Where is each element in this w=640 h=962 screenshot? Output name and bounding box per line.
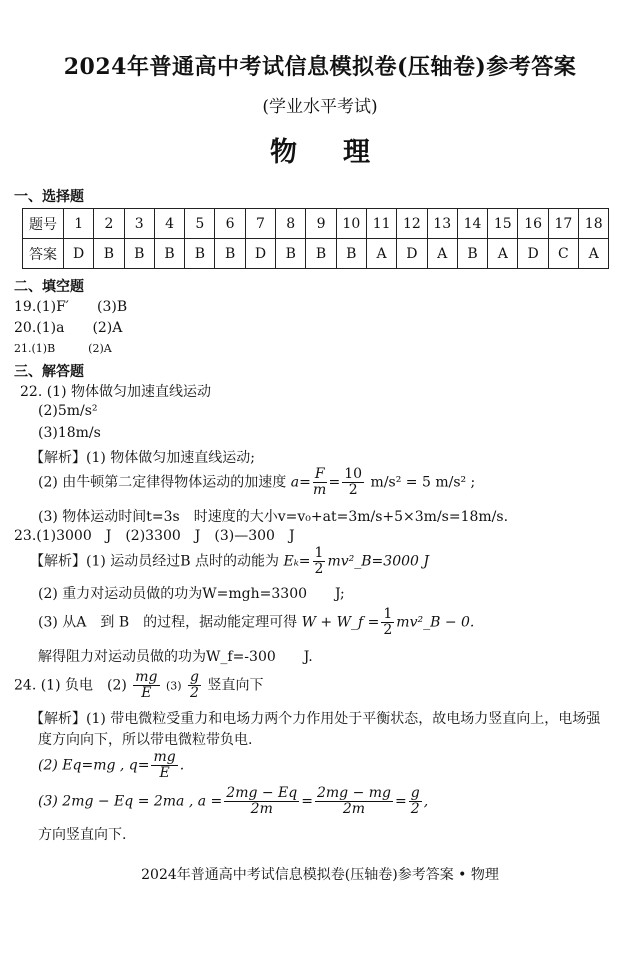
numerator: 2mg − Eq (226, 785, 298, 801)
q24-answer (14, 670, 263, 701)
q22-analysis-3: (3) 物体运动时间t=3s 时速度的大小v=v₀+at=3m/s+5×3m/s=18m/s. (38, 509, 509, 525)
denominator: E (141, 685, 152, 701)
numerator: 1 (314, 545, 324, 561)
page-subtitle: (学业水平考试) (262, 97, 378, 117)
numerator: g (410, 785, 420, 801)
fraction (409, 786, 422, 817)
answer-cell: B (185, 239, 215, 269)
subject-heading: 物理 (270, 137, 416, 168)
answer-cell: C (548, 239, 578, 269)
q23-ek: Eₖ= (283, 553, 311, 570)
q23-analysis-1 (30, 546, 429, 577)
question-number: 15 (488, 209, 518, 239)
answer-cell: B (276, 239, 306, 269)
denominator: 2 (348, 482, 358, 498)
question-number: 3 (124, 209, 154, 239)
row-label-answer: 答案 (23, 239, 64, 269)
q24-text: 24. (1) 负电 (2) (14, 677, 127, 694)
q24-analysis-5: 方向竖直向下. (38, 827, 127, 843)
denominator: 2 (190, 685, 199, 701)
numerator: mg (153, 749, 176, 765)
fraction (133, 670, 159, 701)
q24-part3-label: (3) (165, 679, 182, 693)
question-number-row (23, 209, 609, 239)
numerator: F (314, 466, 325, 482)
q23-answer: 23.(1)3000 J (2)3300 J (3)—300 J (14, 528, 295, 544)
page-footer: 2024年普通高中考试信息模拟卷(压轴卷)参考答案 • 物理 (141, 867, 499, 883)
question-number: 10 (336, 209, 366, 239)
answer-cell: B (154, 239, 184, 269)
question-number: 18 (579, 209, 609, 239)
numerator: 10 (344, 466, 363, 482)
answer-cell: B (124, 239, 154, 269)
answer-cell: D (245, 239, 275, 269)
numerator: 2mg − mg (316, 785, 391, 801)
page-title: 2024年普通高中考试信息模拟卷(压轴卷)参考答案 (63, 54, 577, 80)
answer-21: 21.(1)B (2)A (14, 342, 112, 355)
q22-answer-3: (3)18m/s (38, 425, 101, 441)
period: . (179, 757, 185, 774)
question-number: 13 (427, 209, 457, 239)
numerator: 1 (383, 606, 393, 622)
fraction (188, 670, 201, 701)
q23-analysis-3 (38, 607, 474, 638)
numerator: g (190, 669, 199, 685)
answer-cell: B (306, 239, 336, 269)
q22-analysis-1: 【解析】(1) 物体做匀加速直线运动; (30, 450, 255, 466)
denominator: m (313, 482, 327, 498)
question-number: 1 (64, 209, 94, 239)
answer-cell: D (518, 239, 548, 269)
q23-text: 【解析】(1) 运动员经过B 点时的动能为 (30, 553, 280, 570)
question-number: 14 (457, 209, 487, 239)
section-choice-title: 一、选择题 (14, 189, 84, 205)
denominator: 2 (383, 622, 393, 638)
section-fill-title: 二、填空题 (14, 279, 84, 295)
question-number: 6 (215, 209, 245, 239)
q23-analysis-4: 解得阻力对运动员做的功为W_f=-300 J. (38, 649, 313, 665)
question-number: 12 (397, 209, 427, 239)
question-number: 2 (94, 209, 124, 239)
answer-20: 20.(1)a (2)A (14, 320, 123, 336)
q22-analysis-2 (38, 467, 475, 498)
q24-analysis-4: (3) 2mg − Eq = 2ma , a = $\frac{2mg - Eq}{2m}$ = $\frac{2mg - mg}{2m}$ = $\frac{g}{2}$ , (38, 785, 429, 817)
fraction (342, 467, 364, 498)
q24-formula: (3) 2mg − Eq = 2ma , a = (38, 793, 223, 810)
denominator: 2m (342, 801, 366, 817)
question-number: 4 (154, 209, 184, 239)
q23-formula: W + W_f = (301, 614, 380, 631)
q22-result: m/s² = 5 m/s² ; (366, 474, 476, 491)
answer-table (22, 208, 609, 269)
denominator: E (159, 765, 170, 781)
answer-cell: A (488, 239, 518, 269)
answer-cell: B (94, 239, 124, 269)
fraction (315, 786, 393, 817)
section-solve-title: 三、解答题 (14, 364, 84, 380)
answer-row (23, 239, 609, 269)
answer-cell: D (64, 239, 94, 269)
fraction (313, 546, 326, 577)
q23-analysis-2: (2) 重力对运动员做的功为W=mgh=3300 J; (38, 586, 345, 602)
denominator: 2m (250, 801, 273, 817)
equals: = (328, 474, 341, 491)
q24-formula: (2) Eq=mg , q= (38, 757, 150, 774)
answer-19: 19.(1)F′ (3)B (14, 299, 128, 315)
q24-analysis-2: 度方向向下，所以带电微粒带负电. (38, 732, 253, 748)
q22-answer-1: 22. (1) 物体做匀加速直线运动 (20, 384, 211, 400)
question-number: 11 (366, 209, 396, 239)
question-number: 17 (548, 209, 578, 239)
fraction (224, 786, 299, 817)
fraction (313, 467, 327, 498)
answer-cell: A (366, 239, 396, 269)
fraction (151, 750, 177, 781)
answer-cell: A (427, 239, 457, 269)
q22-answer-2: (2)5m/s² (38, 403, 98, 419)
denominator: 2 (410, 801, 420, 817)
comma: , (423, 793, 429, 810)
q24-analysis-1: 【解析】(1) 带电微粒受重力和电场力两个力作用处于平衡状态，故电场力竖直向上，电场强 (30, 711, 601, 727)
question-number: 9 (306, 209, 336, 239)
q22-formula-a: a= (290, 474, 311, 491)
numerator: mg (135, 669, 158, 685)
fraction (381, 607, 394, 638)
answer-cell: B (457, 239, 487, 269)
q23-text: (3) 从A 到 B 的过程，据动能定理可得 (38, 614, 298, 631)
question-number: 8 (276, 209, 306, 239)
q22-text: (2) 由牛顿第二定律得物体运动的加速度 (38, 474, 287, 491)
question-number: 7 (245, 209, 275, 239)
answer-cell: A (579, 239, 609, 269)
row-label-number: 题号 (23, 209, 64, 239)
question-number: 5 (185, 209, 215, 239)
q23-formula-end: mv²_B − 0. (396, 614, 475, 631)
q24-direction: 竖直向下 (207, 677, 264, 694)
denominator: 2 (314, 561, 324, 577)
answer-cell: D (397, 239, 427, 269)
question-number: 16 (518, 209, 548, 239)
answer-cell: B (336, 239, 366, 269)
answer-cell: B (215, 239, 245, 269)
q24-analysis-3 (38, 750, 184, 781)
q23-result: mv²_B=3000 J (327, 553, 429, 570)
